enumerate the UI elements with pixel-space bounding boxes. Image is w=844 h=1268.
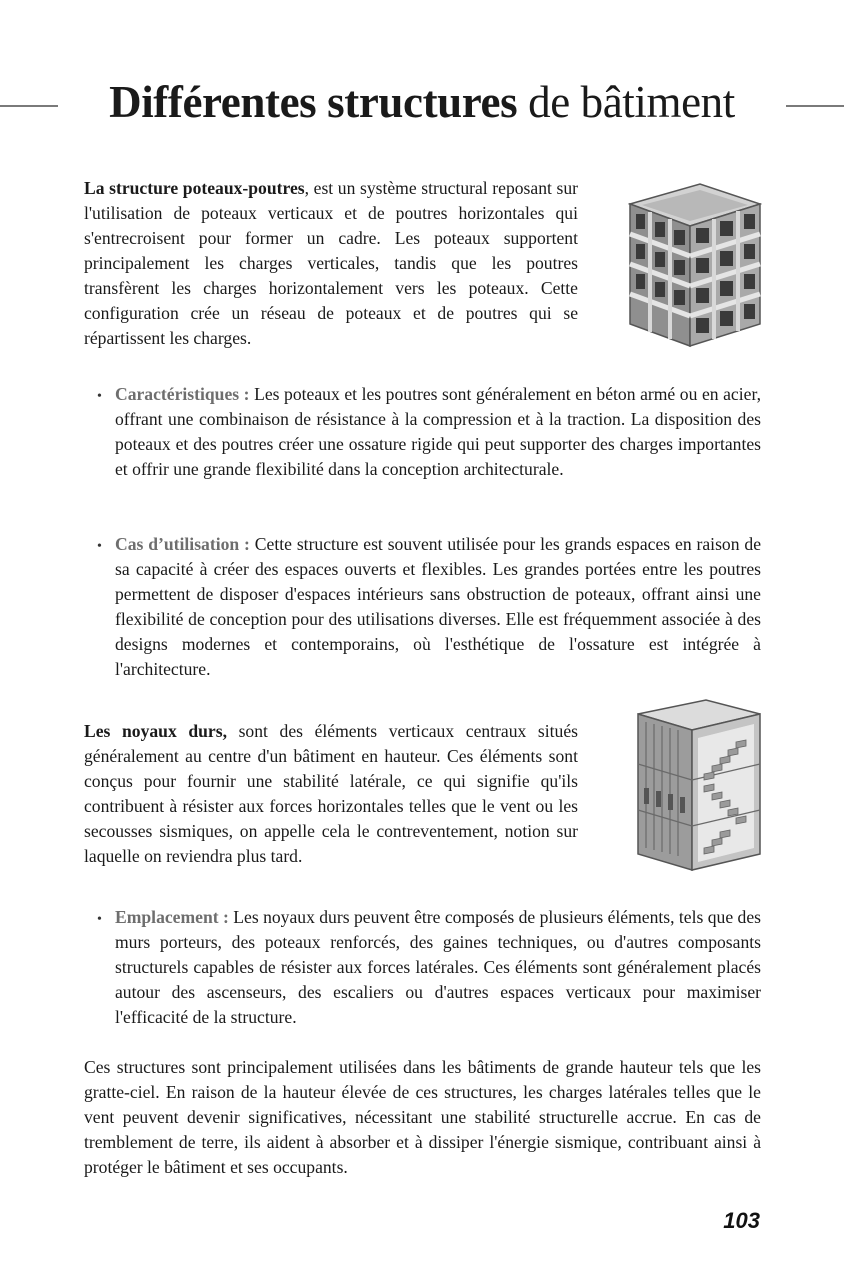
core-text: sont des éléments verticaux centraux situés généralement au centre d'un bâtiment en hauteur. Ces éléments sont conçus pour fournir une stabilité latérale, ce qui signifie qu'ils contribuent à résister aux forces horizontales telles que le vent ou les secousses sismiques, on appelle cela le contreventement, notion sur laquelle on reviendra plus tard. (84, 721, 578, 866)
intro-paragraph (84, 176, 578, 351)
title-rule-left (0, 105, 58, 107)
title-rule-right (786, 105, 844, 107)
bullet-use-cases (115, 532, 761, 682)
bullet-label: Cas d’utilisation : (115, 534, 250, 554)
bullet-label: Emplacement : (115, 907, 229, 927)
bullet-text: Les noyaux durs peuvent être composés de plusieurs éléments, tels que des murs porteurs, des poteaux renforcés, des gaines techniques, ou d'autres composants structurels capables de résister aux forces latérales. Ces éléments sont généralement placés autour des ascenseurs, des escaliers ou d'autres espaces verticaux pour maximiser l'efficacité de la structure. (115, 907, 761, 1027)
title-bold: Différentes structures (109, 77, 518, 127)
bullet-dot: • (97, 389, 102, 404)
bullet-characteristics (115, 382, 761, 482)
closing-paragraph: Ces structures sont principalement utilisées dans les bâtiments de grande hauteur tels que les gratte-ciel. En raison de la hauteur élevée de ces structures, les charges latérales telles que le vent peuvent devenir significatives, nécessitant une stabilité structurelle accrue. En cas de tremblement de terre, ils aident à absorber et à dissiper l'énergie sismique, contribuant ainsi à protéger le bâtiment et ses occupants. (84, 1057, 761, 1177)
bullet-text: Cette structure est souvent utilisée pour les grands espaces en raison de sa capacité à créer des espaces ouverts et flexibles. Les grandes portées entre les poutres permettent de disposer d'espaces intérieurs sans obstruction de poteaux, offrant ainsi une flexibilité de conception pour des utilisations diverses. Elle est fréquemment associée à des designs modernes et contemporains, où l'esthétique de l'ossature est intégrée à l'architecture. (115, 534, 761, 679)
page-number: 103 (723, 1208, 760, 1233)
bullet-text: Les poteaux et les poutres sont généralement en béton armé ou en acier, offrant une combinaison de résistance à la compression et à la traction. La disposition des poteaux et des poutres créer une ossature rigide qui peut supporter des charges importantes et offrir une grande flexibilité dans la conception architecturale. (115, 384, 761, 479)
intro-text: , est un système structural reposant sur l'utilisation de poteaux verticaux et de poutres horizontales qui s'entrecroisent pour former un cadre. Les poteaux supportent principalement les charges verticales, tandis que les poutres transfèrent les charges horizontalement vers les poteaux. Cette configuration crée un réseau de poteaux et de poutres qui se répartissent les charges. (84, 178, 578, 348)
bullet-dot: • (97, 912, 102, 927)
title-rest: de bâtiment (517, 77, 735, 127)
intro-lead: La structure poteaux-poutres (84, 178, 305, 198)
page-title (60, 72, 784, 132)
core-paragraph (84, 719, 578, 869)
bullet-label: Caractéristiques : (115, 384, 250, 404)
frame-building-icon (628, 180, 762, 348)
bullet-dot: • (97, 539, 102, 554)
core-lead: Les noyaux durs, (84, 721, 227, 741)
core-staircase-icon (634, 698, 764, 874)
bullet-location (115, 905, 761, 1030)
